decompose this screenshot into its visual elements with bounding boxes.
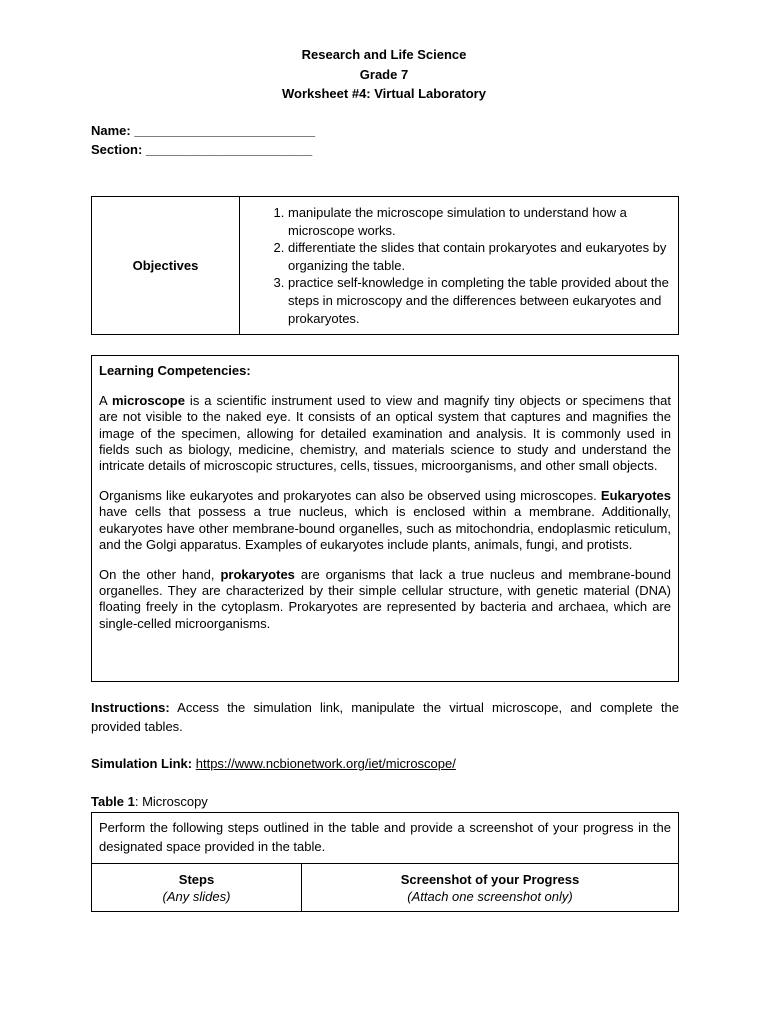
- screenshot-header: Screenshot of your Progress: [400, 871, 580, 887]
- steps-header: Steps: [178, 871, 215, 887]
- name-label: Name:: [91, 123, 131, 138]
- table1-intro: Perform the following steps outlined in the table and provide a screenshot of your progress in the designated space provided in the table.: [92, 813, 678, 864]
- learning-competencies-box: [91, 355, 679, 682]
- screenshot-subheader: (Attach one screenshot only): [407, 888, 573, 904]
- name-row: [91, 121, 315, 140]
- prokaryotes-paragraph: On the other hand, prokaryotes are organisms that lack a true nucleus and membrane-bound organelles. They are characterized by their simple cellular structure, with genetic material (DNA) floating freely in the cytoplasm. Prokaryotes are represented by bacteria and archaea, which are single-celled microorganisms.: [99, 567, 671, 631]
- term-microscope: microscope: [111, 393, 185, 409]
- term-prokaryotes: prokaryotes: [220, 567, 295, 583]
- learning-competencies-title: Learning Competencies:: [99, 363, 251, 378]
- instructions-text: Access the simulation link, manipulate the virtual microscope, and complete the provided tables.: [91, 700, 679, 734]
- worksheet-header: [0, 45, 768, 104]
- simulation-link-row: [91, 754, 456, 773]
- screenshot-header-cell: [302, 864, 678, 911]
- microscopy-table: [91, 812, 679, 912]
- section-row: [91, 140, 315, 159]
- student-info: [91, 121, 315, 159]
- simulation-link-label: Simulation Link:: [91, 756, 193, 771]
- worksheet-title: Worksheet #4: Virtual Laboratory: [282, 86, 486, 101]
- eukaryotes-paragraph: Organisms like eukaryotes and prokaryotes can also be observed using microscopes. Eukaryotes have cells that possess a true nucleus, which is enclosed within a membrane. Additionally, eukaryotes have other membrane-bound organelles, such as mitochondria, endoplasmic reticulum, and the Golgi apparatus. Examples of eukaryotes include plants, animals, fungi, and protists.: [99, 488, 671, 552]
- objective-item: 3. practice self-knowledge in completing the table provided about the steps in microscopy and the differences between eukaryotes and prokaryotes.: [288, 274, 670, 327]
- objectives-list: [264, 204, 670, 327]
- instructions-label: Instructions:: [91, 700, 170, 715]
- grade-level: Grade 7: [359, 66, 409, 82]
- name-field[interactable]: _________________________: [130, 123, 316, 138]
- section-field[interactable]: _______________________: [142, 142, 313, 157]
- microscope-paragraph: A microscope is a scientific instrument used to view and magnify tiny objects or specimens that are not visible to the naked eye. It consists of an optical system that captures and magnifies the image of the specimen, allowing for detailed examination and analysis. It is commonly used in fields such as biology, medicine, chemistry, and materials science to study and understand the intricate details of microscopic structures, cells, tissues, microorganisms, and other small objects.: [99, 393, 671, 474]
- objective-item: 2. differentiate the slides that contain prokaryotes and eukaryotes by organizing the table.: [288, 239, 670, 274]
- objectives-list-cell: [240, 197, 678, 334]
- steps-subheader: (Any slides): [162, 888, 231, 904]
- objectives-table: [91, 196, 679, 335]
- instructions: [91, 698, 679, 736]
- steps-header-cell: [92, 864, 302, 911]
- table1-caption: Table 1: Microscopy: [91, 794, 208, 809]
- objectives-label: Objectives: [92, 197, 240, 334]
- course-title: Research and Life Science: [301, 47, 467, 62]
- term-eukaryotes: Eukaryotes: [600, 488, 671, 504]
- table1-header-row: [92, 864, 678, 911]
- simulation-link[interactable]: https://www.ncbionetwork.org/iet/microscope/: [195, 756, 456, 771]
- section-label: Section:: [91, 142, 143, 157]
- objective-item: 1. manipulate the microscope simulation to understand how a microscope works.: [288, 204, 670, 239]
